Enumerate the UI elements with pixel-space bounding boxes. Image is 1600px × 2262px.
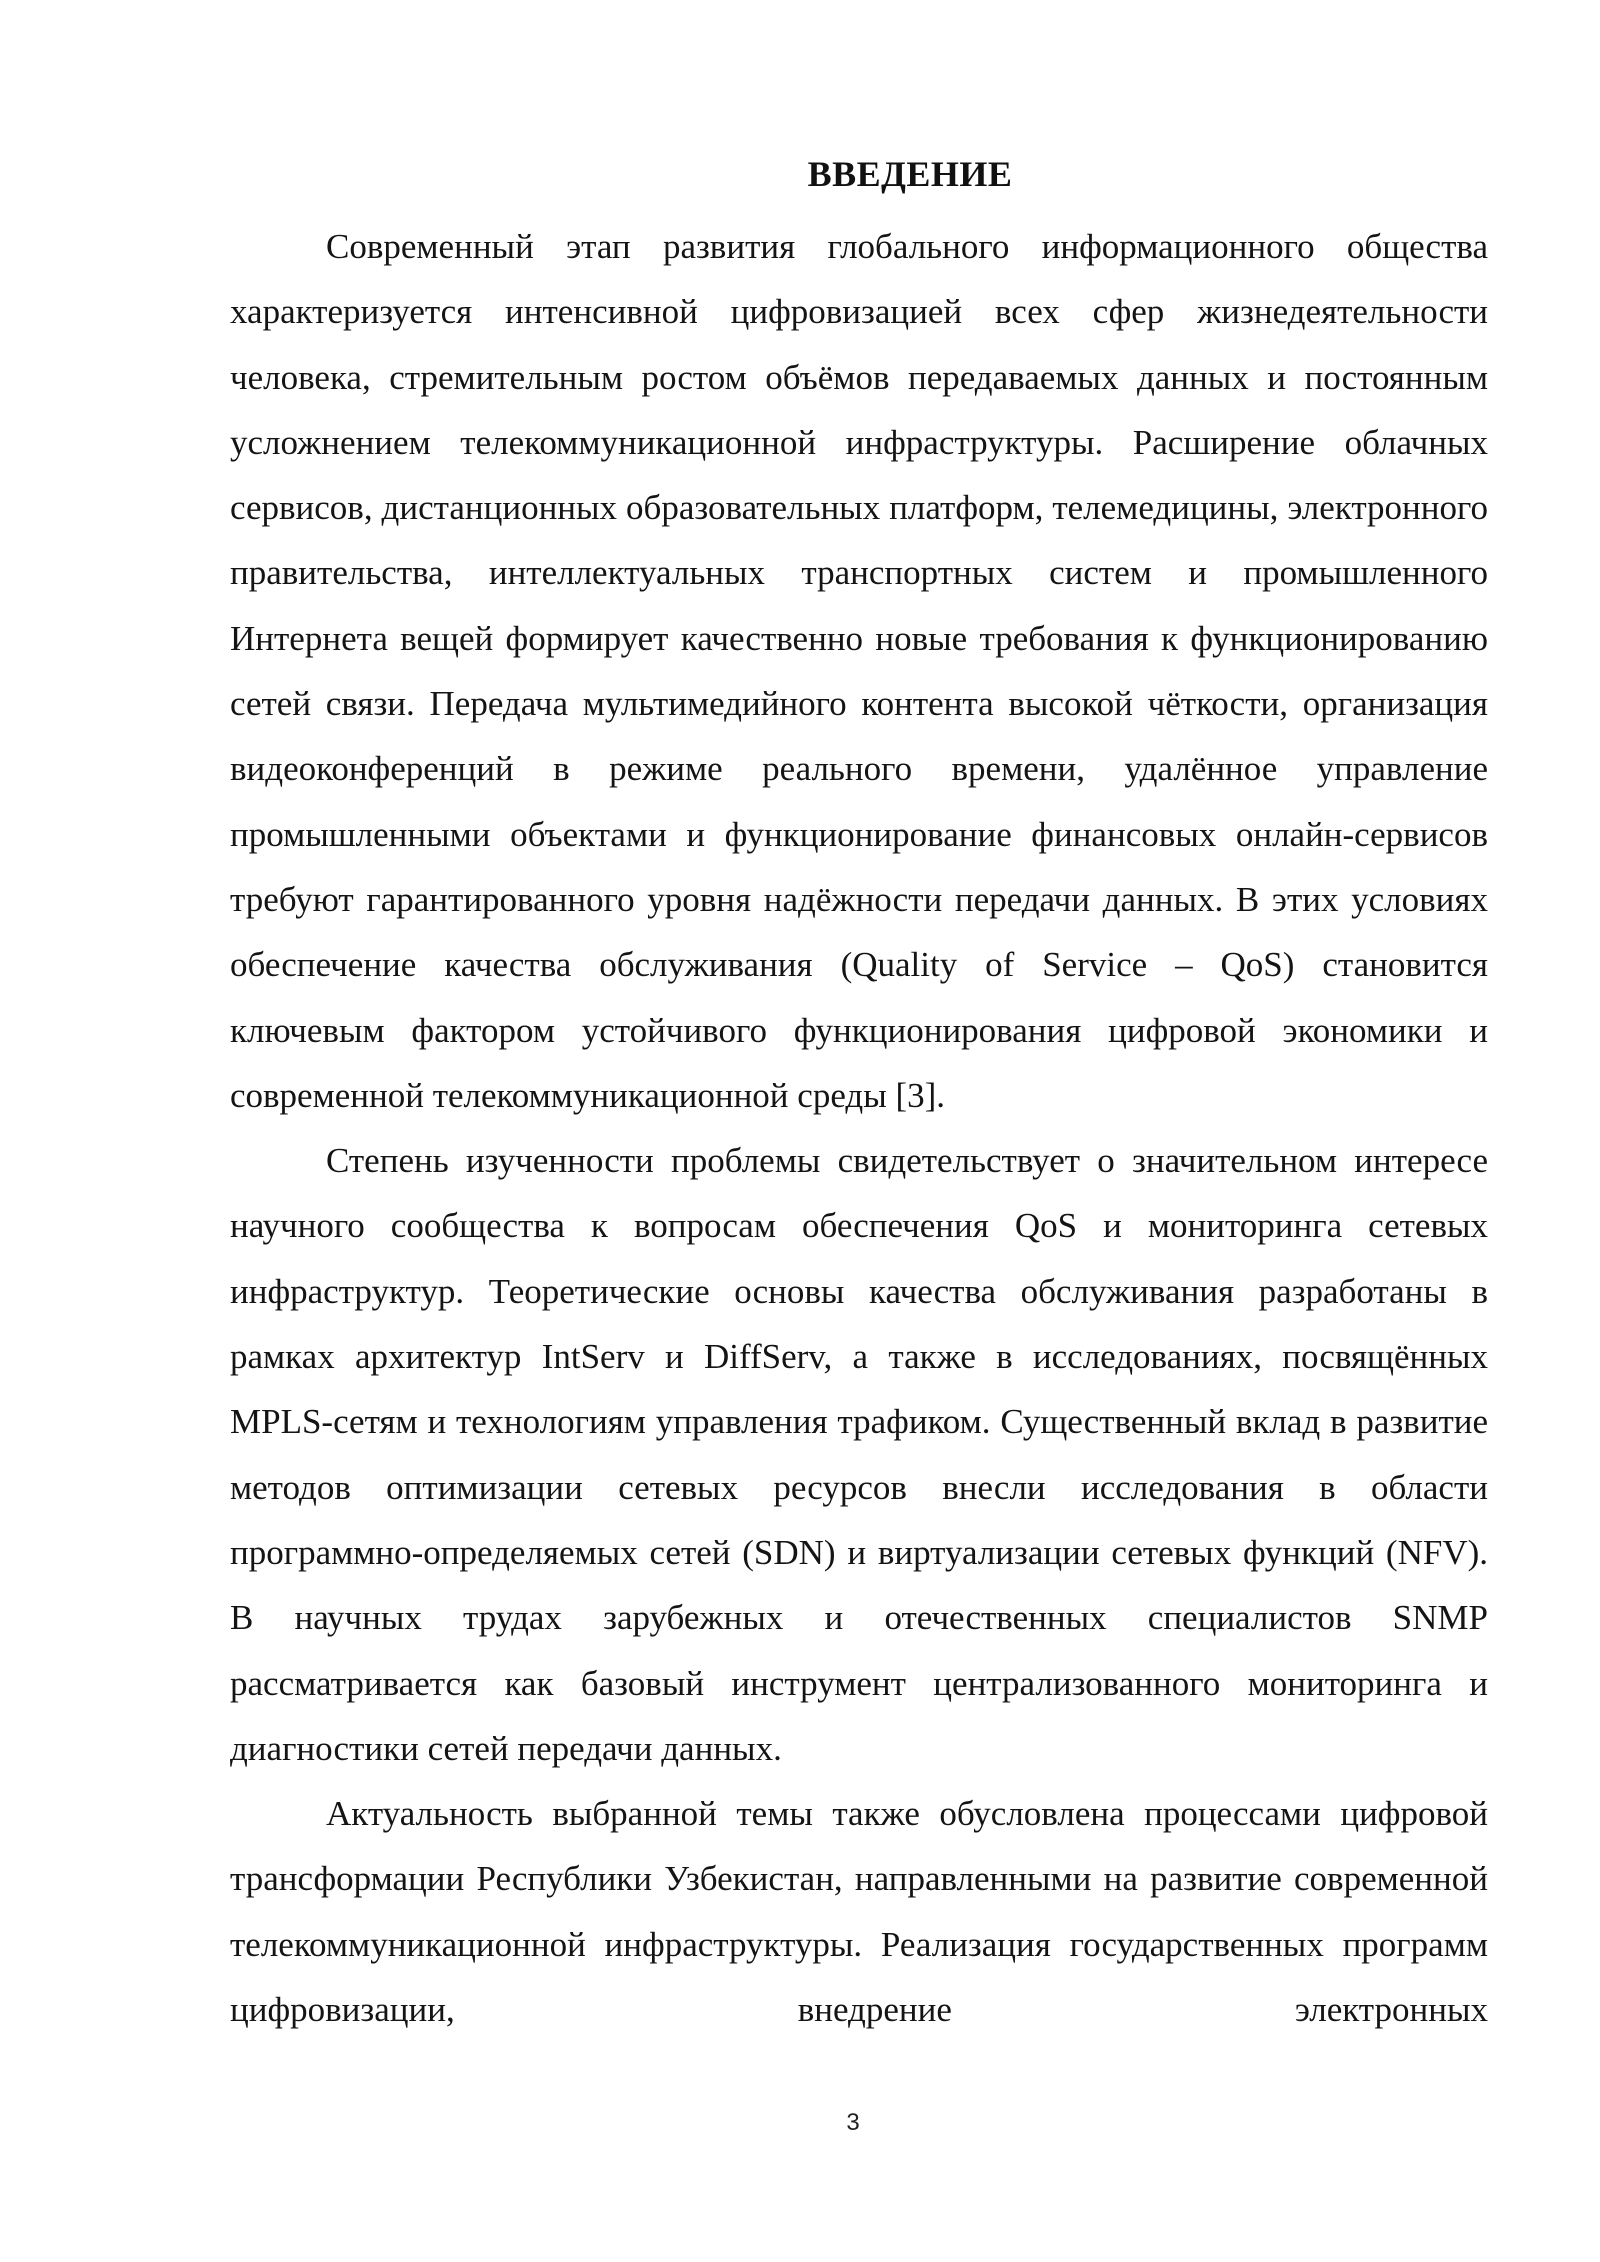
body-text (230, 214, 1488, 2042)
paragraph-research-degree: Степень изученности проблемы свидетельствует о значительном интересе научного сообщества к вопросам обеспечения QoS и мониторинга сетевых инфраструктур. Теоретические основы качества обслуживания разработаны в рамках архитектур IntServ и DiffServ, а также в исследованиях, посвящённых MPLS-сетям и технологиям управления трафиком. Существенный вклад в развитие методов оптимизации сетевых ресурсов внесли исследования в области программно-определяемых сетей (SDN) и виртуализации сетевых функций (NFV). В научных трудах зарубежных и отечественных специалистов SNMP рассматривается как базовый инструмент централизованного мониторинга и диагностики сетей передачи данных. (230, 1141, 1488, 1768)
paragraph-intro: Современный этап развития глобального информационного общества характеризуется интенсивной цифровизацией всех сфер жизнедеятельности человека, стремительным ростом объёмов передаваемых данных и постоянным усложнением телекоммуникационной инфраструктуры. Расширение облачных сервисов, дистанционных образовательных платформ, телемедицины, электронного правительства, интеллектуальных транспортных систем и промышленного Интернета вещей формирует качественно новые требования к функционированию сетей связи. Передача мультимедийного контента высокой чёткости, организация видеоконференций в режиме реального времени, удалённое управление промышленными объектами и функционирование финансовых онлайн-сервисов требуют гарантированного уровня надёжности передачи данных. В этих условиях обеспечение качества обслуживания (Quality of Service – QoS) становится ключевым фактором устойчивого функционирования цифровой экономики и современной телекоммуникационной среды [3]. (230, 227, 1488, 1115)
page-number: 3 (846, 2109, 860, 2136)
section-heading: ВВЕДЕНИЕ (807, 154, 1013, 194)
paragraph-relevance: Актуальность выбранной темы также обусловлена процессами цифровой трансформации Республики Узбекистан, направленными на развитие современной телекоммуникационной инфраструктуры. Реализация государственных программ цифровизации, внедрение электронных (230, 1794, 1488, 2030)
